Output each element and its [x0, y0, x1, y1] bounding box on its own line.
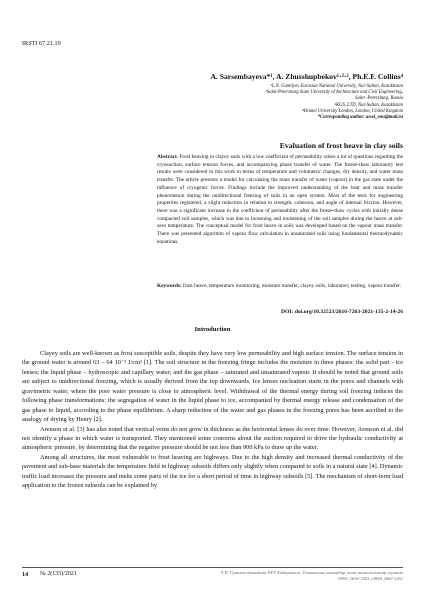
issue-number: № 2(135)/2021	[40, 571, 77, 577]
irsti-code: IRSTI 67.21.19	[22, 40, 61, 47]
keywords-label: Keywords:	[157, 283, 182, 289]
affiliation-line: ¹L.N. Gumilyov Eurasian National University, Nur-Sultan, Kazakhstan	[270, 84, 403, 89]
footer-divider	[22, 567, 403, 568]
page-number: 14	[22, 571, 29, 578]
doi-link[interactable]: DOI: doi.org/10.32523/2616-7263-2021-135-2-14-26	[281, 309, 403, 315]
introduction-body	[22, 349, 403, 491]
journal-issn: ISSN: 2616-7263, eISSN 2663-1261	[338, 576, 403, 582]
affiliation-line: Saint -Petersburg, Russia	[355, 96, 403, 102]
section-heading-introduction: Introduction	[194, 326, 231, 333]
affiliation-line: ²Saint-Petersburg State University of Architecture and Civil Engineering,	[265, 90, 403, 96]
keywords-text: frost heave, temperature monitoring, moisture transfer, clayey soils, laboratory testing, vapour transfer.	[183, 283, 401, 289]
abstract-text: Frost heaving in clayey soils with a low coefficient of permeability raises a lot of questions regarding the cryosuction, surface tension forces, and accompanying phase transfer of water. The freeze-thaw laboratory test results were considered in this work in terms of temperature and volumetric changes, dry density, and water mass transfer. The article presents a model for calculating the mass transfer of water (vapour) in the gas state under the influence of cryogenic forces. Findings include the improved understanding of the heat and mass transfer phenomenon during the unidirectional freezing of soils in an open system. Most of the tests for engineering properties registered, a slight reduction in relation to strength, cohesion, and angle of internal friction. However, there was a significant increase in the coefficient of permeability after the freeze-thaw cycles with initially dense compacted soil samples, which was due to loosening and moistening of the soil samples during the heave at sub-zero temperature. The conceptual model for frost heave in soils was developed based on the vapour mass transfer. There was presented algorithm of vapour flow calculation in unsaturated soils using fundamental thermodynamic equations.	[157, 154, 403, 245]
journal-name: Л.Н. Гумилев атындағы ЕҰУ Хабаршысы. Техникалық ғылымдар және технологиялар сериясы	[220, 570, 403, 575]
author-list: A. Sarsembayeva*¹, A. Zhusshupbekov¹·²·³, Ph.E.F. Collins⁴	[210, 72, 403, 81]
article-title: Evaluation of frost heave in clay soils	[279, 141, 403, 150]
affiliation-line: ⁴Brunel University London, London, United Kingdom	[302, 108, 403, 114]
keywords	[157, 283, 403, 291]
affiliation-line: ³KGS, LTD, Nur-Sultan, Kazakhstan	[334, 102, 403, 108]
journal-info	[163, 570, 403, 582]
corresponding-author: *Corresponding author: assel_enu@mail.ru	[317, 115, 403, 121]
body-paragraph: Clayey soils are well-known as frost susceptible soils, despite they have very low permeability and high surface tension. The surface tension in the ground water is around 63 – 64 10⁻³ J/cm² [1]. The soil structure in the freezing fringe includes the moisture in three phases: the solid part - ice lenses; the liquid phase – hydroscopic and capillary water; and the gas phase – saturated and unsaturated vapour. It should be noted that ground soils are subject to unidirectional freezing, which is usually derived from the top downwards. Ice lenses nucleation starts in the pores and channels with gravimetric water, where the pore water pressure is close to atmospheric level. Withdrawal of the thermal energy during soil freezing induces the following phase transformations: the segregation of water in the liquid phase to ice, accompanied by thermal energy release and condensation of the gas phase to liquid, according to the phase equilibrium. A sharp reduction of the water and gas phases in the freezing pores has been ascribed to the analogy of drying by Henry [2].	[22, 350, 403, 424]
abstract-label: Abstract.	[157, 154, 179, 160]
abstract	[157, 154, 403, 247]
body-paragraph: Arenson et al. [3] has also noted that vertical veins do not grow in thickness as the horizontal lenses do over time. However, Arenson et al. did not identify a phase in which water is transported. They mentioned some concerns about the suction required to drive the hydraulic conductivity at atmospheric pressure, by determining that the negative pressure should be not less than 900 kPa to draw up the water.	[22, 425, 403, 452]
body-paragraph: Among all structures, the most vulnerable to frost heaving are highways. Due to the high density and increased thermal conductivity of the pavement and sub-base materials the temperature field in highway subsoils differs only slightly when compared to soils in a natural state [4]. Dynamic traffic load increases the pressure and melts some parts of the ice for a short period of time in highway subsoils [5]. The mechanism of short-term load application to the frozen subsoils can be explained by	[22, 453, 403, 490]
affiliations	[173, 84, 403, 121]
